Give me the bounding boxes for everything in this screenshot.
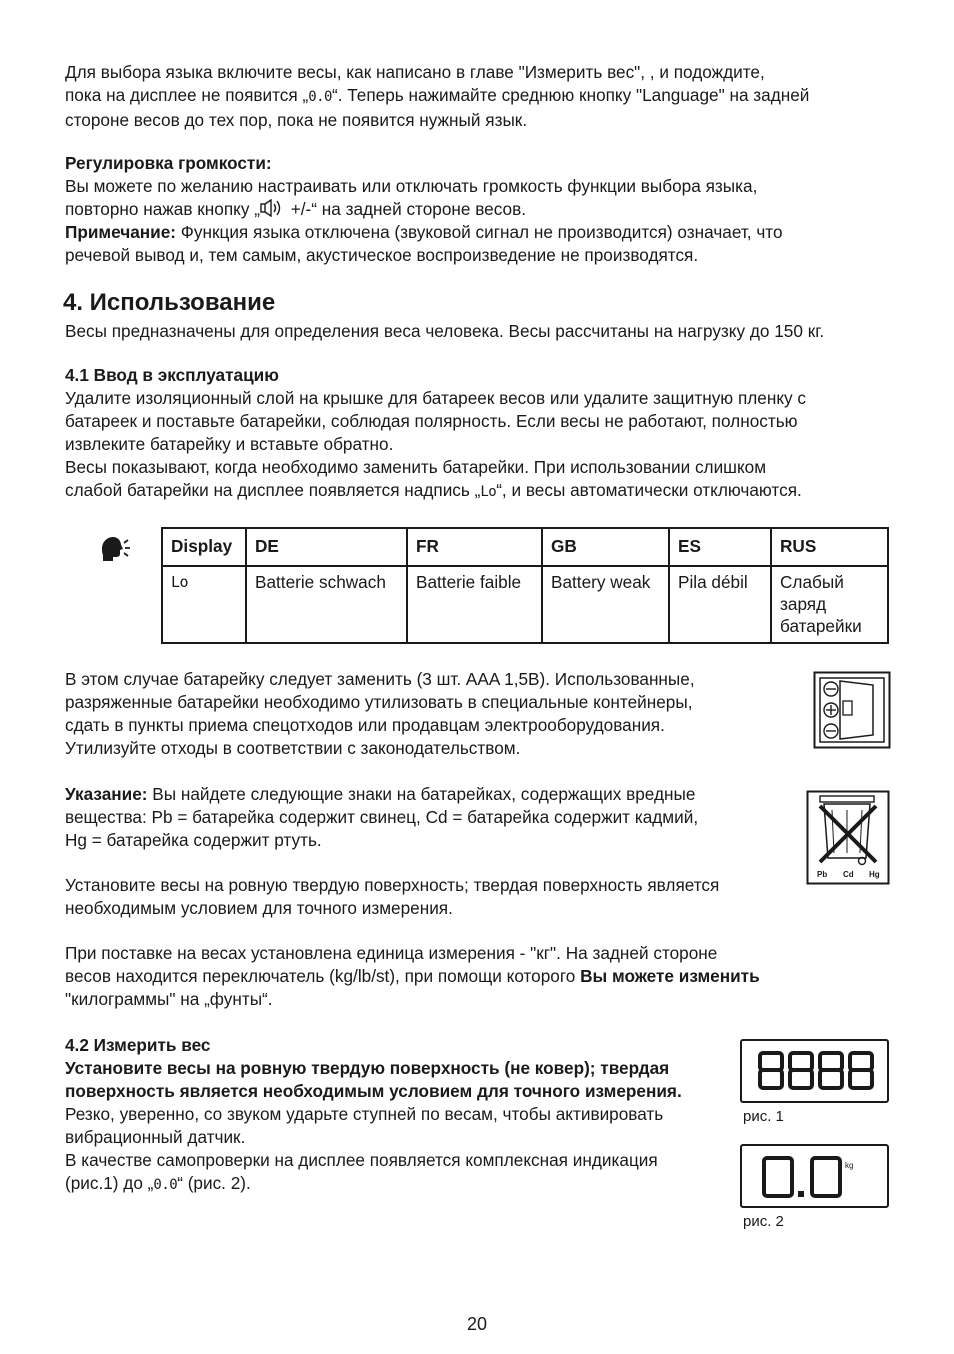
- text-line: вещества: Pb = батарейка содержит свинец, Cd = батарейка содержит кадмий,: [65, 807, 699, 827]
- segment-display-text: 0.0: [308, 89, 332, 105]
- text-line: “. Теперь нажимайте среднюю кнопку "Language" на задней: [331, 85, 810, 105]
- table-header: RUS: [771, 528, 888, 566]
- subsection-heading: 4.1 Ввод в эксплуатацию: [65, 365, 279, 385]
- text-line: Функция языка отключена (звуковой сигнал не производится) означает, что: [176, 222, 783, 242]
- hint-paragraph: [65, 783, 698, 852]
- volume-section: [65, 152, 783, 267]
- segment-display-8888: [742, 1041, 887, 1101]
- text-line: Для выбора языка включите весы, как написано в главе "Измерить вес", , и подождите,: [65, 62, 765, 82]
- text-line: (рис.1) до „: [65, 1173, 154, 1193]
- text-line: стороне весов до тех пор, пока не появится нужный язык.: [65, 110, 528, 130]
- text-line: Резко, уверенно, со звуком ударьте ступней по весам, чтобы активировать: [65, 1104, 664, 1124]
- bin-label: Hg: [869, 870, 880, 879]
- table-header: ES: [669, 528, 771, 566]
- text-line: “ (рис. 2).: [177, 1173, 251, 1193]
- bin-label: Pb: [817, 870, 828, 879]
- bin-label: Cd: [843, 870, 854, 879]
- bold-text: Установите весы на ровную твердую поверхность (не ковер); твердая: [65, 1058, 670, 1078]
- unit-paragraph: [65, 942, 760, 1011]
- bold-text: Вы можете изменить: [580, 966, 760, 986]
- battery-compartment-icon: [813, 671, 891, 749]
- section42: [65, 1034, 682, 1197]
- subsection-heading: 4.2 Измерить вес: [65, 1035, 211, 1055]
- text-line: разряженные батарейки необходимо утилизовать в специальные контейнеры,: [65, 692, 693, 712]
- table-header: FR: [407, 528, 542, 566]
- text-line: Установите весы на ровную твердую поверхность; твердая поверхность является: [65, 875, 720, 895]
- crossed-bin-icon: [806, 790, 890, 885]
- section-title: 4. Использование: [63, 289, 276, 316]
- section4-intro: Весы предназначены для определения веса человека. Весы рассчитаны на нагрузку до 150 кг.: [65, 321, 825, 341]
- text-line: Hg = батарейка содержит ртуть.: [65, 830, 322, 850]
- surface-paragraph: [65, 874, 719, 920]
- bold-text: поверхность является необходимым условием для точного измерения.: [65, 1081, 682, 1101]
- display-language-table: [161, 527, 889, 644]
- text-line: "килограммы" на „фунты“.: [65, 989, 273, 1009]
- figure-caption: рис. 1: [743, 1108, 784, 1125]
- table-header: Display: [162, 528, 246, 566]
- segment-display-0-0: [742, 1146, 887, 1206]
- intro-paragraph: [65, 61, 809, 132]
- table-cell: Pila débil: [669, 566, 771, 643]
- page-number: 20: [466, 1314, 488, 1334]
- table-header: GB: [542, 528, 669, 566]
- hint-label: Указание:: [65, 784, 148, 804]
- text-line: “, и весы автоматически отключаются.: [496, 480, 802, 500]
- speaker-icon: [260, 199, 286, 217]
- text-line: При поставке на весах установлена единица измерения - "кг". На задней стороне: [65, 943, 718, 963]
- text-line: Вы можете по желанию настраивать или отключать громкость функции выбора языка,: [65, 176, 758, 196]
- text-line: весов находится переключатель (kg/lb/st), при помощи которого: [65, 966, 581, 986]
- note-label: Примечание:: [65, 222, 177, 242]
- text-line: батареек и поставьте батарейки, соблюдая полярность. Если весы не работают, полностью: [65, 411, 798, 431]
- text-line: вибрационный датчик.: [65, 1127, 246, 1147]
- volume-heading: Регулировка громкости:: [65, 153, 272, 173]
- table-cell: Слабый заряд батарейки: [771, 566, 888, 643]
- table-cell: Battery weak: [542, 566, 669, 643]
- speaking-head-icon: [99, 535, 131, 563]
- display-figure-2: [740, 1144, 889, 1208]
- unit-label: kg: [845, 1161, 854, 1170]
- table-cell: Batterie schwach: [246, 566, 407, 643]
- text-line: пока на дисплее не появится „: [65, 85, 309, 105]
- text-line: необходимым условием для точного измерения.: [65, 898, 453, 918]
- text-line: речевой вывод и, тем самым, акустическое воспроизведение не производятся.: [65, 245, 699, 265]
- text-line: Удалите изоляционный слой на крышке для батареек весов или удалите защитную пленку с: [65, 388, 807, 408]
- text-line: В качестве самопроверки на дисплее появляется комплексная индикация: [65, 1150, 658, 1170]
- text-line: повторно нажав кнопку „: [65, 199, 260, 219]
- battery-paragraph: [65, 668, 695, 760]
- segment-display-text: 0.0: [153, 1177, 178, 1193]
- text-line: Вы найдете следующие знаки на батарейках, содержащих вредные: [147, 784, 696, 804]
- text-line: В этом случае батарейку следует заменить (3 шт. AAA 1,5В). Использованные,: [65, 669, 695, 689]
- table-header-row: [162, 528, 888, 566]
- figure-caption: рис. 2: [743, 1213, 784, 1230]
- display-figure-1: [740, 1039, 889, 1103]
- text-line: сдать в пункты приема спецотходов или продавцам электрооборудования.: [65, 715, 665, 735]
- text-line: +/-“ на задней стороне весов.: [285, 199, 526, 219]
- text-line: Весы показывают, когда необходимо заменить батарейки. При использовании слишком: [65, 457, 767, 477]
- section41: [65, 364, 806, 504]
- table-cell: Batterie faible: [407, 566, 542, 643]
- table-cell: Lo: [162, 566, 246, 643]
- segment-display-text: Lo: [480, 484, 497, 500]
- text-line: Утилизуйте отходы в соответствии с законодательством.: [65, 738, 521, 758]
- text-line: извлеките батарейку и вставьте обратно.: [65, 434, 394, 454]
- table-header: DE: [246, 528, 407, 566]
- table-row: [162, 566, 888, 643]
- text-line: слабой батарейки на дисплее появляется надпись „: [65, 480, 481, 500]
